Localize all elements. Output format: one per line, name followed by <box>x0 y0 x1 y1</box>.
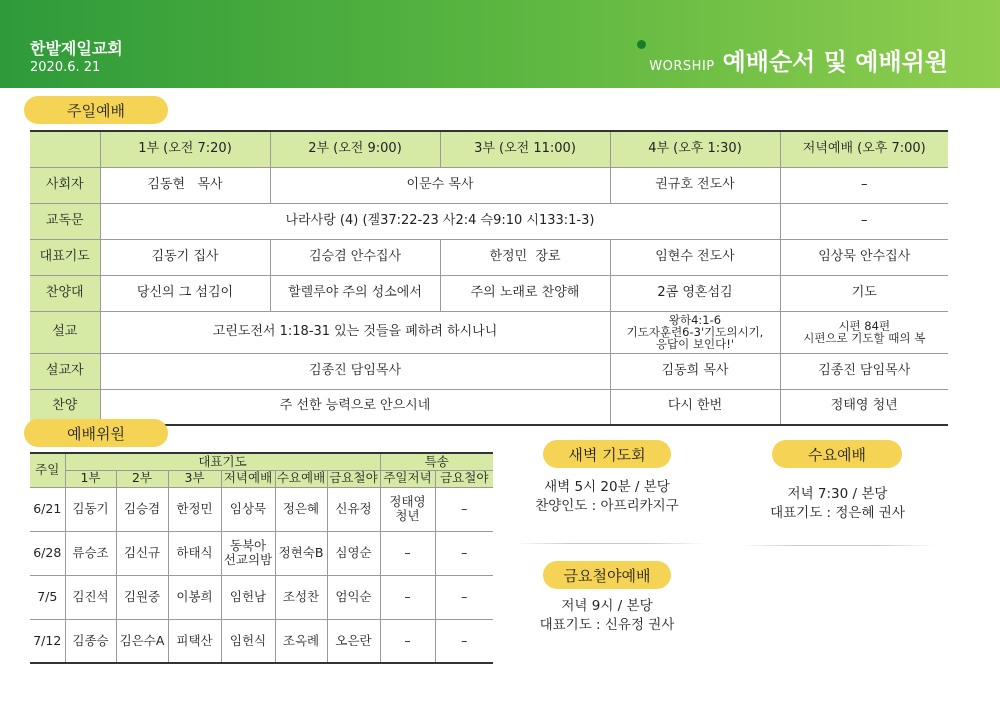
row-header: 찬양대 <box>30 275 100 311</box>
table-cell: 주의 노래로 찬양해 <box>440 275 610 311</box>
col-header: 수요예배 <box>276 470 326 486</box>
table-cell: 당신의 그 섬김이 <box>100 275 270 311</box>
sermon-line: 시편으로 기도할 때의 복 <box>803 331 926 345</box>
sunday-service-table <box>30 130 948 426</box>
table-cell: 김동현 목사 <box>100 167 270 203</box>
row-header: 찬양 <box>30 389 100 425</box>
worship-label: WORSHIP <box>649 59 715 74</box>
table-cell: 김동기 <box>65 487 116 531</box>
table-cell: 고린도전서 1:18-31 있는 것들을 폐하려 하시나니 <box>100 311 610 353</box>
table-cell: 김진석 <box>65 575 116 619</box>
table-cell: 2콤 영혼섬김 <box>610 275 780 311</box>
page-title: 예배순서 및 예배위원 <box>722 48 948 76</box>
col-header: 저녁예배 <box>221 470 275 487</box>
date-cell: 7/12 <box>30 619 65 663</box>
sermon-line: 왕하4:1-6 <box>668 312 722 327</box>
table-cell: – <box>435 531 493 575</box>
table-cell: 한정민 장로 <box>440 239 610 275</box>
table-cell: – <box>435 487 493 531</box>
committee-title: 예배위원 <box>24 419 168 447</box>
table-cell: – <box>380 531 435 575</box>
table-cell: 오은란 <box>327 619 380 663</box>
sunday-service-title: 주일예배 <box>24 96 168 124</box>
info-line: 대표기도 : 신유정 권사 <box>539 616 675 633</box>
friday-service-info <box>520 597 694 635</box>
table-cell: 조성찬 <box>275 575 327 619</box>
col-header: 3부 <box>168 470 221 487</box>
table-cell: 할렐루야 주의 성소에서 <box>270 275 440 311</box>
table-cell: 이봉희 <box>168 575 221 619</box>
table-row <box>30 275 948 311</box>
table-cell: 김은수A <box>116 619 168 663</box>
table-cell: 김종진 담임목사 <box>780 353 948 389</box>
table-cell: 피택산 <box>168 619 221 663</box>
col-header: 대표기도 <box>65 453 380 470</box>
friday-service-title: 금요철야예배 <box>543 561 671 589</box>
table-cell: – <box>380 575 435 619</box>
table-cell: 정은혜 <box>275 487 327 531</box>
church-name: 한밭제일교회 <box>30 39 123 58</box>
table-cell: 이문수 목사 <box>270 167 610 203</box>
table-cell: 하태식 <box>168 531 221 575</box>
col-header: 금요철야 <box>435 470 493 487</box>
divider <box>515 543 705 544</box>
sermon-cell-4 <box>610 311 780 353</box>
table-cell: 신유정 <box>327 487 380 531</box>
col-header: 4부 (오후 1:30) <box>610 131 780 167</box>
sermon-cell-evening <box>780 311 948 353</box>
table-cell: 주 선한 능력으로 안으시네 <box>100 389 610 425</box>
table-cell: 임현수 전도사 <box>610 239 780 275</box>
corner-cell <box>30 131 100 167</box>
info-line: 저녁 7:30 / 본당 <box>787 486 888 502</box>
table-cell: – <box>780 167 948 203</box>
committee-table <box>30 452 493 664</box>
sermon-line: 기도자훈련6-3'기도의시기, <box>626 324 764 339</box>
col-header: 금요철야 <box>327 470 380 487</box>
header-title-group <box>649 42 948 77</box>
table-cell: 심영순 <box>327 531 380 575</box>
table-cell: 동북아 선교의밤 <box>221 531 275 575</box>
info-line: 저녁 9시 / 본당 <box>561 598 653 614</box>
col-header: 특송 <box>380 453 493 470</box>
date-cell: 7/5 <box>30 575 65 619</box>
info-line: 대표기도 : 정은혜 권사 <box>770 504 905 521</box>
table-row <box>30 619 493 663</box>
table-row <box>30 203 948 239</box>
row-header: 사회자 <box>30 167 100 203</box>
table-cell: 정태영 청년 <box>780 389 948 425</box>
col-header: 주일저녁 <box>380 470 435 487</box>
table-cell: 김원중 <box>116 575 168 619</box>
wednesday-service-info <box>745 485 930 523</box>
bulletin-date: 2020.6. 21 <box>30 60 101 75</box>
committee-subheader-row <box>30 470 493 487</box>
row-header: 설교자 <box>30 353 100 389</box>
table-cell: 임상묵 안수집사 <box>780 239 948 275</box>
dawn-prayer-title: 새벽 기도회 <box>543 440 671 468</box>
row-header: 교독문 <box>30 203 100 239</box>
info-line: 찬양인도 : 아프리카지구 <box>535 497 679 514</box>
col-header: 저녁예배 (오후 7:00) <box>780 131 948 167</box>
table-cell: 한정민 <box>168 487 221 531</box>
table-cell: 정태영 청년 <box>380 487 435 531</box>
table-header-row <box>30 131 948 167</box>
table-cell: 김동기 집사 <box>100 239 270 275</box>
table-cell: 류승조 <box>65 531 116 575</box>
table-cell: 엄익순 <box>327 575 380 619</box>
wednesday-service-title: 수요예배 <box>772 440 902 468</box>
divider <box>740 545 935 546</box>
row-header: 대표기도 <box>30 239 100 275</box>
table-cell: 기도 <box>780 275 948 311</box>
row-header: 설교 <box>30 311 100 353</box>
table-row <box>30 353 948 389</box>
committee-header-row <box>30 453 493 470</box>
table-cell: – <box>780 203 948 239</box>
table-row <box>30 531 493 575</box>
table-cell: – <box>435 575 493 619</box>
table-row <box>30 239 948 275</box>
col-header: 3부 (오전 11:00) <box>440 131 610 167</box>
table-cell: – <box>380 619 435 663</box>
dawn-prayer-info <box>520 478 694 516</box>
table-cell: 김종승 <box>65 619 116 663</box>
sermon-line: 응답이 보인다!' <box>655 337 735 352</box>
table-cell: 임헌남 <box>221 575 275 619</box>
table-row <box>30 575 493 619</box>
table-cell: 다시 한번 <box>610 389 780 425</box>
table-cell: 김승겸 안수집사 <box>270 239 440 275</box>
table-cell: – <box>435 619 493 663</box>
table-cell: 조옥례 <box>275 619 327 663</box>
date-cell: 6/28 <box>30 531 65 575</box>
col-header: 1부 <box>65 470 116 487</box>
header-banner <box>0 0 1000 88</box>
table-cell: 임헌식 <box>221 619 275 663</box>
table-cell: 나라사랑 (4) (겔37:22-23 사2:4 슥9:10 시133:1-3) <box>100 203 780 239</box>
table-row <box>30 389 948 425</box>
table-cell: 김승겸 <box>116 487 168 531</box>
table-cell: 정현숙B <box>275 531 327 575</box>
table-row <box>30 311 948 353</box>
dot-icon <box>637 40 646 49</box>
info-line: 새벽 5시 20분 / 본당 <box>544 479 670 495</box>
col-header: 주일 <box>30 453 65 487</box>
table-cell: 임상묵 <box>221 487 275 531</box>
table-row <box>30 167 948 203</box>
col-header: 2부 (오전 9:00) <box>270 131 440 167</box>
table-row <box>30 487 493 531</box>
table-cell: 김신규 <box>116 531 168 575</box>
date-cell: 6/21 <box>30 487 65 531</box>
col-header: 2부 <box>116 470 168 487</box>
table-cell: 김동희 목사 <box>610 353 780 389</box>
table-cell: 권규호 전도사 <box>610 167 780 203</box>
col-header: 1부 (오전 7:20) <box>100 131 270 167</box>
sermon-line: 시편 84편 <box>838 318 891 333</box>
table-cell: 김종진 담임목사 <box>100 353 610 389</box>
